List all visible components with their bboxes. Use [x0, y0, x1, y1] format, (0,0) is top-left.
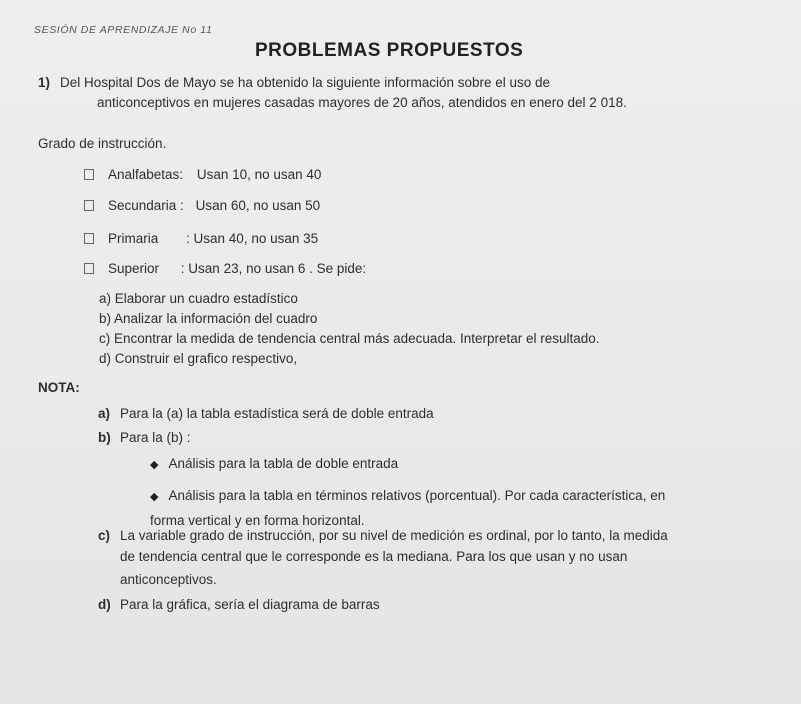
- checkbox-square-icon: [84, 200, 94, 211]
- bullet-1-text: Análisis para la tabla de doble entrada: [168, 456, 399, 471]
- nota-d-letter: d): [98, 597, 111, 612]
- page-title: PROBLEMAS PROPUESTOS: [255, 40, 524, 61]
- section-label: Grado de instrucción.: [38, 136, 167, 151]
- checkbox-square-icon: [84, 233, 94, 244]
- item-label: Analfabetas:: [108, 167, 184, 182]
- nota-a-text: Para la (a) la tabla estadística será de doble entrada: [120, 406, 434, 421]
- nota-b-letter: b): [98, 430, 111, 445]
- intro-text-1: Del Hospital Dos de Mayo se ha obtenido la siguiente información sobre el uso de: [60, 75, 551, 90]
- item-label: Primaria: [108, 231, 159, 246]
- nota-c-line1: [98, 528, 668, 543]
- session-heading: SESIÓN DE APRENDIZAJE No 11: [34, 24, 213, 36]
- nota-d: [98, 597, 380, 612]
- item-value: Usan 10, no usan 40: [196, 167, 322, 182]
- nota-c-letter: c): [98, 528, 111, 543]
- problem-number: 1): [38, 75, 51, 90]
- problem-intro-line1: [38, 75, 550, 90]
- task-d: d) Construir el grafico respectivo,: [99, 351, 298, 366]
- task-b: b) Analizar la información del cuadro: [99, 311, 318, 326]
- item-superior: [84, 261, 366, 276]
- task-c: c) Encontrar la medida de tendencia central más adecuada. Interpretar el resultado.: [99, 331, 600, 346]
- nota-b: [98, 430, 191, 445]
- nota-a: [98, 406, 434, 421]
- diamond-bullet-icon: ◆: [150, 459, 159, 471]
- checkbox-square-icon: [84, 169, 94, 180]
- item-analfabetas: [84, 167, 321, 182]
- nota-a-letter: a): [98, 406, 111, 421]
- item-value: Usan 60, no usan 50: [195, 198, 321, 213]
- item-secundaria: [84, 198, 320, 213]
- item-primaria: [84, 231, 318, 246]
- nota-c-line3: anticonceptivos.: [120, 572, 217, 587]
- nota-label: NOTA:: [38, 380, 80, 395]
- item-value: : Usan 23, no usan 6 . Se pide:: [180, 261, 367, 276]
- task-a: a) Elaborar un cuadro estadístico: [99, 291, 298, 306]
- nota-bullet-1: [150, 456, 398, 471]
- item-label: Secundaria :: [108, 198, 184, 213]
- diamond-bullet-icon: ◆: [150, 491, 159, 503]
- item-label: Superior: [108, 261, 160, 276]
- nota-c-line2: de tendencia central que le corresponde es la mediana. Para los que usan y no usan: [120, 549, 628, 564]
- nota-d-text: Para la gráfica, sería el diagrama de barras: [120, 597, 380, 612]
- nota-b-text: Para la (b) :: [120, 430, 191, 445]
- item-value: : Usan 40, no usan 35: [186, 231, 319, 246]
- checkbox-square-icon: [84, 263, 94, 274]
- nota-bullet-2-line2: forma vertical y en forma horizontal.: [150, 513, 365, 528]
- nota-bullet-2: [150, 488, 665, 503]
- problem-intro-line2: anticonceptivos en mujeres casadas mayores de 20 años, atendidos en enero del 2 018.: [97, 95, 627, 110]
- bullet-2-text-1: Análisis para la tabla en términos relativos (porcentual). Por cada característica, en: [168, 488, 666, 503]
- nota-c-text-1: La variable grado de instrucción, por su nivel de medición es ordinal, por lo tanto, la medida: [120, 528, 668, 543]
